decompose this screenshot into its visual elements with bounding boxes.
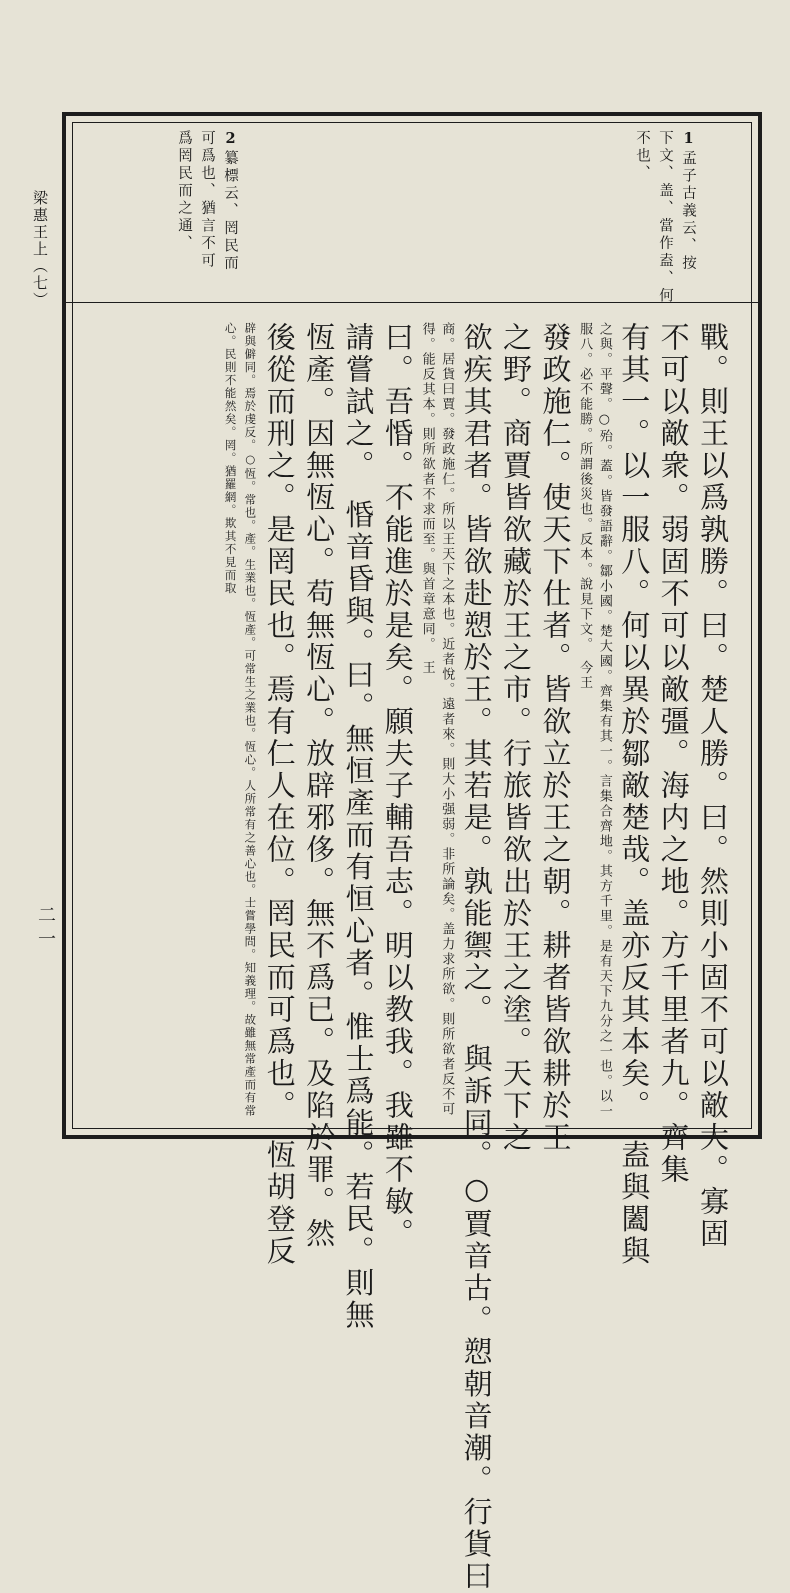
margin-chapter-title: 梁惠王上（七）: [31, 190, 49, 309]
margin-page-number: 二一: [35, 905, 56, 953]
note-1-line-1: 孟子古義云、按: [680, 150, 696, 273]
note-2-number: 2: [222, 130, 239, 150]
note-1-line-2: 下文、盖、當作盍、何: [657, 130, 673, 305]
main-text: [220, 322, 732, 1593]
note-2-line-1: 纂標云、罔民而: [222, 150, 238, 273]
text-column-5: 發政施仁。使天下仕者。皆欲立於王之朝。耕者皆欲耕於王: [538, 322, 573, 1154]
commentary-column-4: 之與。平聲。○殆。蓋。皆發語辭。鄒小國。楚大國。齊集有其一。言集合齊地。其方千里。是有天下九分之一也。以一服八。必不能勝。所謂後災也。反本。說見下文。 今王: [577, 322, 612, 1119]
text-column-12: 後從而刑之。是罔民也。焉有仁人在位。罔民而可爲也。 恆胡登反: [262, 322, 297, 1268]
note-1-line-3: 不也、: [634, 130, 650, 183]
note-2-line-3: 爲罔民而之通、: [176, 130, 192, 253]
note-2: [172, 130, 242, 310]
note-1: [630, 130, 700, 310]
text-column-10: 請嘗試之。 惛音昏與。曰。無恒產而有恒心者。惟士爲能。若民。則無: [341, 322, 376, 1332]
note-1-number: 1: [680, 130, 697, 150]
text-column-7: 欲疾其君者。皆欲赴愬於王。其若是。孰能禦之。 與訴同。○賈音古。愬朝音潮。行貨曰: [459, 322, 494, 1593]
note-2-line-2: 可爲也、猶言不可: [199, 130, 215, 270]
text-column-6: 之野。商賈皆欲藏於王之市。行旅皆欲出於王之塗。天下之: [499, 322, 534, 1154]
commentary-column-13: 辟與僻同。焉於虔反。○恆。常也。產。生業也。恆產。可常生之業也。恆心。人所常有之善心也。士嘗學問。知義理。故雖無常產而有常心。民則不能然矣。罔。猶羅網。欺其不見而取: [223, 322, 258, 1118]
text-column-1: 戰。則王以爲孰勝。曰。楚人勝。曰。然則小固不可以敵大。寡固: [696, 322, 730, 1250]
text-column-9: 曰。吾惛。不能進於是矣。願夫子輔吾志。明以教我。我雖不敏。: [380, 322, 415, 1250]
text-column-3: 有其一。以一服八。何以異於鄒敵楚哉。盖亦反其本矣。 盍與闔與: [617, 322, 652, 1268]
text-column-11: 恆產。因無恆心。苟無恆心。放辟邪侈。無不爲已。及陷於罪。然: [302, 322, 337, 1250]
text-column-2: 不可以敵衆。弱固不可以敵彊。海内之地。方千里者九。齊集: [656, 322, 691, 1186]
commentary-column-8: 商。居貨曰賈。發政施仁。所以王天下之本也。近者悅。遠者來。則大小强弱。非所論矣。盖力求所欲。則所欲者反不可得。能反其本。則所欲者不求而至。與首章意同。 王: [419, 322, 455, 1117]
